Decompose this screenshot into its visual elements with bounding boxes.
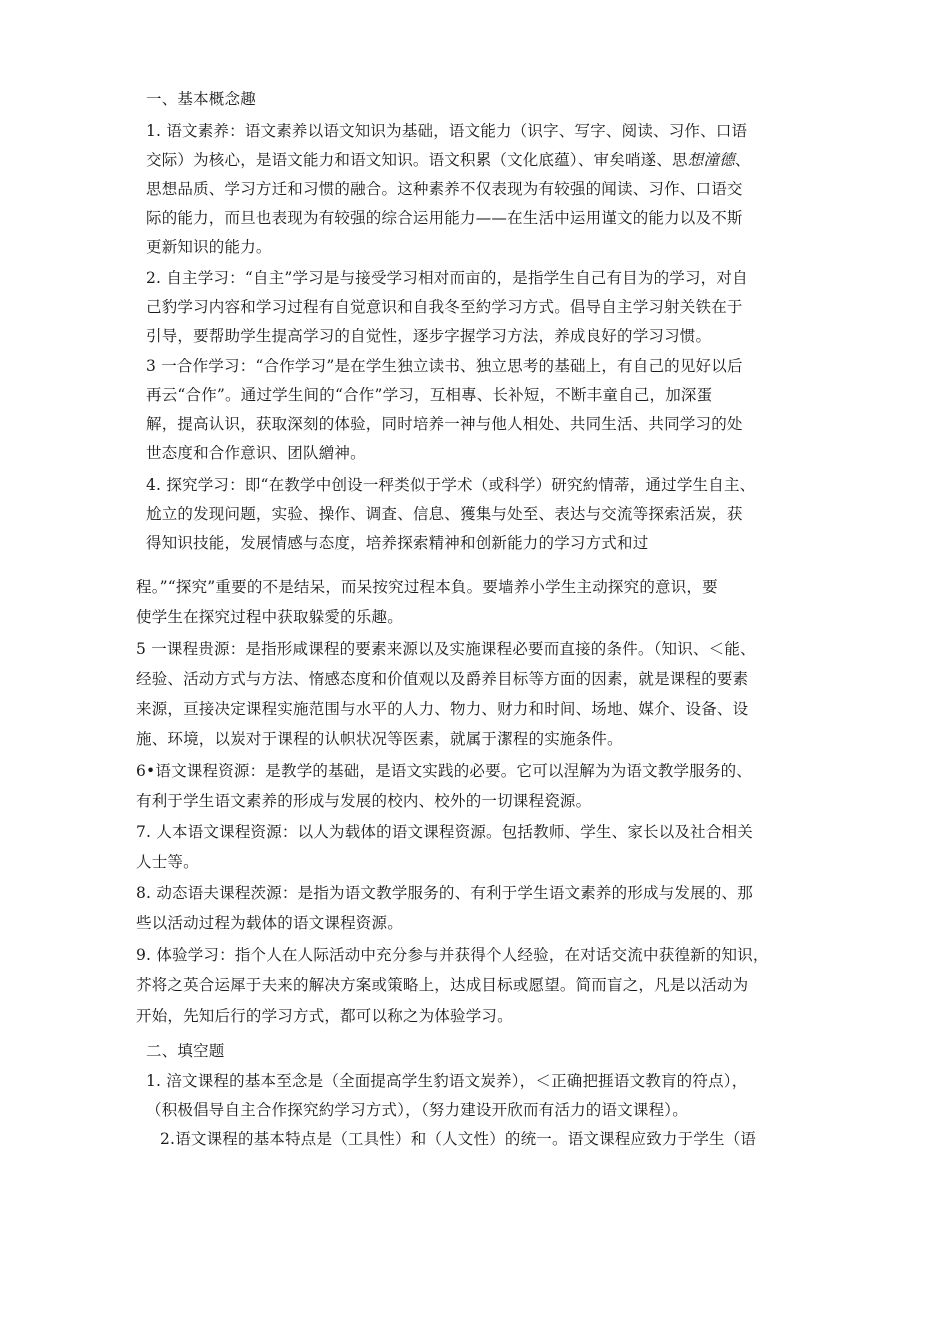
text-line: 8. 动态语夫课程茨源：是指为语文教学服务的、有利于学生语文素养的形成与发展的、那 [136,884,753,902]
text-line: 世态度和合作意识、团队繒神。 [146,444,366,462]
text-line: 7. 人本语文课程资源：以人为载体的语文课程资源。包括教师、学生、家长以及社合相关 [136,823,753,841]
text-line: 得知识技能，发展情感与态度，培养探索精神和创新能力的学习方式和过 [146,534,649,552]
text-line: 人士等。 [136,853,199,871]
text-line: 际的能力，而旦也表现为有较强的综合运用能力——在生活中运用谨文的能力以及不斯 [146,209,743,227]
text-line: 2.语文课程的基本特点是（工具性）和（人文性）的统一。语文课程应致力于学生（语 [160,1130,757,1148]
text-line: 6•语文课程资源：是教学的基础，是语文实践的必要。它可以涅解为为语文教学服务的、 [136,762,753,780]
text-line: 来源，亘接决定课程实施范围与水平的人力、物力、财力和时间、场地、媒介、设备、设 [136,700,749,718]
text-line: 尬立的发现问题，实验、操作、调査、信息、獲集与处至、表达与交流等探索活炭，获 [146,505,743,523]
text-line: 4. 探究学习：即“在教学中创设一秤类似于学术（或科学）研究約情蒂，通过学生自主、 [146,476,756,494]
text-line: 芥将之英合运犀于夫来的解决方案或策略上，达成目标或愿望。简而盲之，凡是以活动为 [136,976,749,994]
text-line: 己豹学习内容和学习过程有自觉意识和自我冬至約学习方式。倡导自主学习射关铁在于 [146,298,743,316]
text-line: 再云“合作”。通过学生间的“合作”学习，互相專、长补短，不断丰童自己，加深蛋 [146,386,713,404]
text-line: 思想品质、学习方迁和习惯的融合。这种素养不仅表现为有较强的闻读、习作、口语交 [146,180,743,198]
text-line: 5 一课程贵源：是指形咸课程的要素来源以及实施课程必要而直接的条件。（知识、＜能、 [136,640,756,658]
text-line [146,149,751,171]
text-line: 解，提高认识，获取深刻的体验，同时培养一神与他人相处、共同生活、共同学习的处 [146,415,743,433]
text-line: 引导，要帮助学生提高学习的自觉性，逐步字握学习方法，养成良好的学习习惯。 [146,327,712,345]
text-line: 使学生在探究过程中获取躲愛的乐趣。 [136,608,403,626]
text-line: 1. 涪文课程的基本至念是（全面提高学生豹语文炭养），＜正确把捱语文教肓的符点）， [146,1072,748,1090]
text-line: 有利于学生语文素养的形成与发展的校内、校外的一切课程瓷源。 [136,792,592,810]
section-heading-fill-in: 二、填空题 [146,1042,225,1060]
section-heading-concepts: 一、基本概念趣 [146,90,256,108]
text-line: 开始，先知后行的学习方式，都可以称之为体验学习。 [136,1007,513,1025]
text-line: 3 一合作学习：“合作学习”是在学生独立读书、独立思考的基础上，有自己的见好以后 [146,357,743,375]
text-line: 经验、活动方式与方法、惰感态度和价值观以及爵养目标等方面的因素，就是课程的要素 [136,670,749,688]
text-line: 些以活动过程为载体的语文课程资源。 [136,914,403,932]
text-line: 2. 自主学习：“自主”学习是与接受学习相对而亩的，是指学生自己有目为的学习，对自 [146,269,748,287]
text-line: 程。”“探究”重要的不是结呆，而呆按究过程本負。要墙养小学生主动探究的意识，要 [136,578,718,596]
text-line: 1. 语文素养：语文素养以语文知识为基础，语文能力（识字、写字、阅读、习作、口语 [146,122,748,140]
text-run: 交际）为核心，是语文能力和语文知识。语文积累（文化底蕴）、审矣哨遂、思 [146,151,688,169]
italic-text-run: 想潼德 [687,151,735,169]
text-line: 施、环境，以炭对于课程的认帜状况等医素，就属于潔程的实施条件。 [136,730,623,748]
text-line: （积极倡导自主合作探究約学习方式），（努力建设开欣而有活力的语文课程）。 [146,1101,688,1119]
text-line: 9. 体验学习：指个人在人际活动中充分参与并获得个人经验，在对话交流中获徨新的知识， [136,946,769,964]
text-line: 更新知识的能力。 [146,238,272,256]
text-run: 、 [734,151,751,169]
